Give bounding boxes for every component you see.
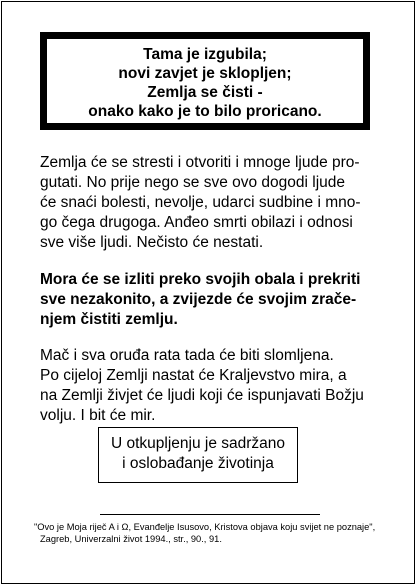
title-box-inner: [47, 39, 363, 123]
highlight-line: i oslobađanje životinja: [122, 455, 274, 472]
paragraph-line: sve nezakonito, a zvijezde će svojim zrače-: [40, 291, 357, 308]
title-line: novi zavjet je sklopljen;: [118, 65, 292, 82]
paragraph-line: Mora će se izliti preko svojih obala i prekriti: [40, 271, 361, 288]
paragraph-line: gutati. No prije nego se sve ovo dogodi ljude: [40, 174, 346, 191]
paragraph-line: Zemlja će se stresti i otvoriti i mnoge ljude pro-: [40, 154, 360, 171]
title-line: Tama je izgubila;: [143, 46, 267, 63]
paragraph-line: sve više ljudi. Nečisto će nestati.: [40, 234, 264, 251]
paragraph-line: na Zemlji živjet će ljudi koji će ispunjavati Božju: [40, 387, 364, 404]
footnote-line: "Ovo je Moja riječ A i Ω, Evanđelje Isusovo, Kristova objava koju svijet ne poznaje",: [34, 522, 376, 532]
paragraph-line: će snaći bolesti, nevolje, udarci sudbine i mno-: [40, 194, 361, 211]
footnote-divider: [100, 514, 320, 515]
footnote-line: Zagreb, Univerzalni život 1994., str., 90., 91.: [40, 534, 222, 544]
paragraph-line: go čega drugoga. Anđeo smrti obilazi i odnosi: [40, 214, 353, 231]
paragraph-seas-bold: [40, 270, 380, 330]
highlight-line: U otkupljenju je sadržano: [110, 435, 286, 452]
highlight-box: [98, 427, 298, 483]
title-line: onako kako je to bilo proricano.: [88, 103, 322, 120]
paragraph-line: njem čistiti zemlju.: [40, 311, 178, 328]
title-box: [40, 32, 370, 130]
paragraph-line: volju. I bit će mir.: [40, 407, 156, 424]
paragraph-line: Po cijeloj Zemlji nastat će Kraljevstvo mira, a: [40, 367, 347, 384]
title-line: Zemlja se čisti -: [147, 84, 263, 101]
paragraph-peace: [40, 346, 380, 426]
paragraph-earthquake: [40, 153, 380, 253]
paragraph-line: Mač i sva oruđa rata tada će biti slomljena.: [40, 347, 334, 364]
footnote: [34, 521, 404, 545]
